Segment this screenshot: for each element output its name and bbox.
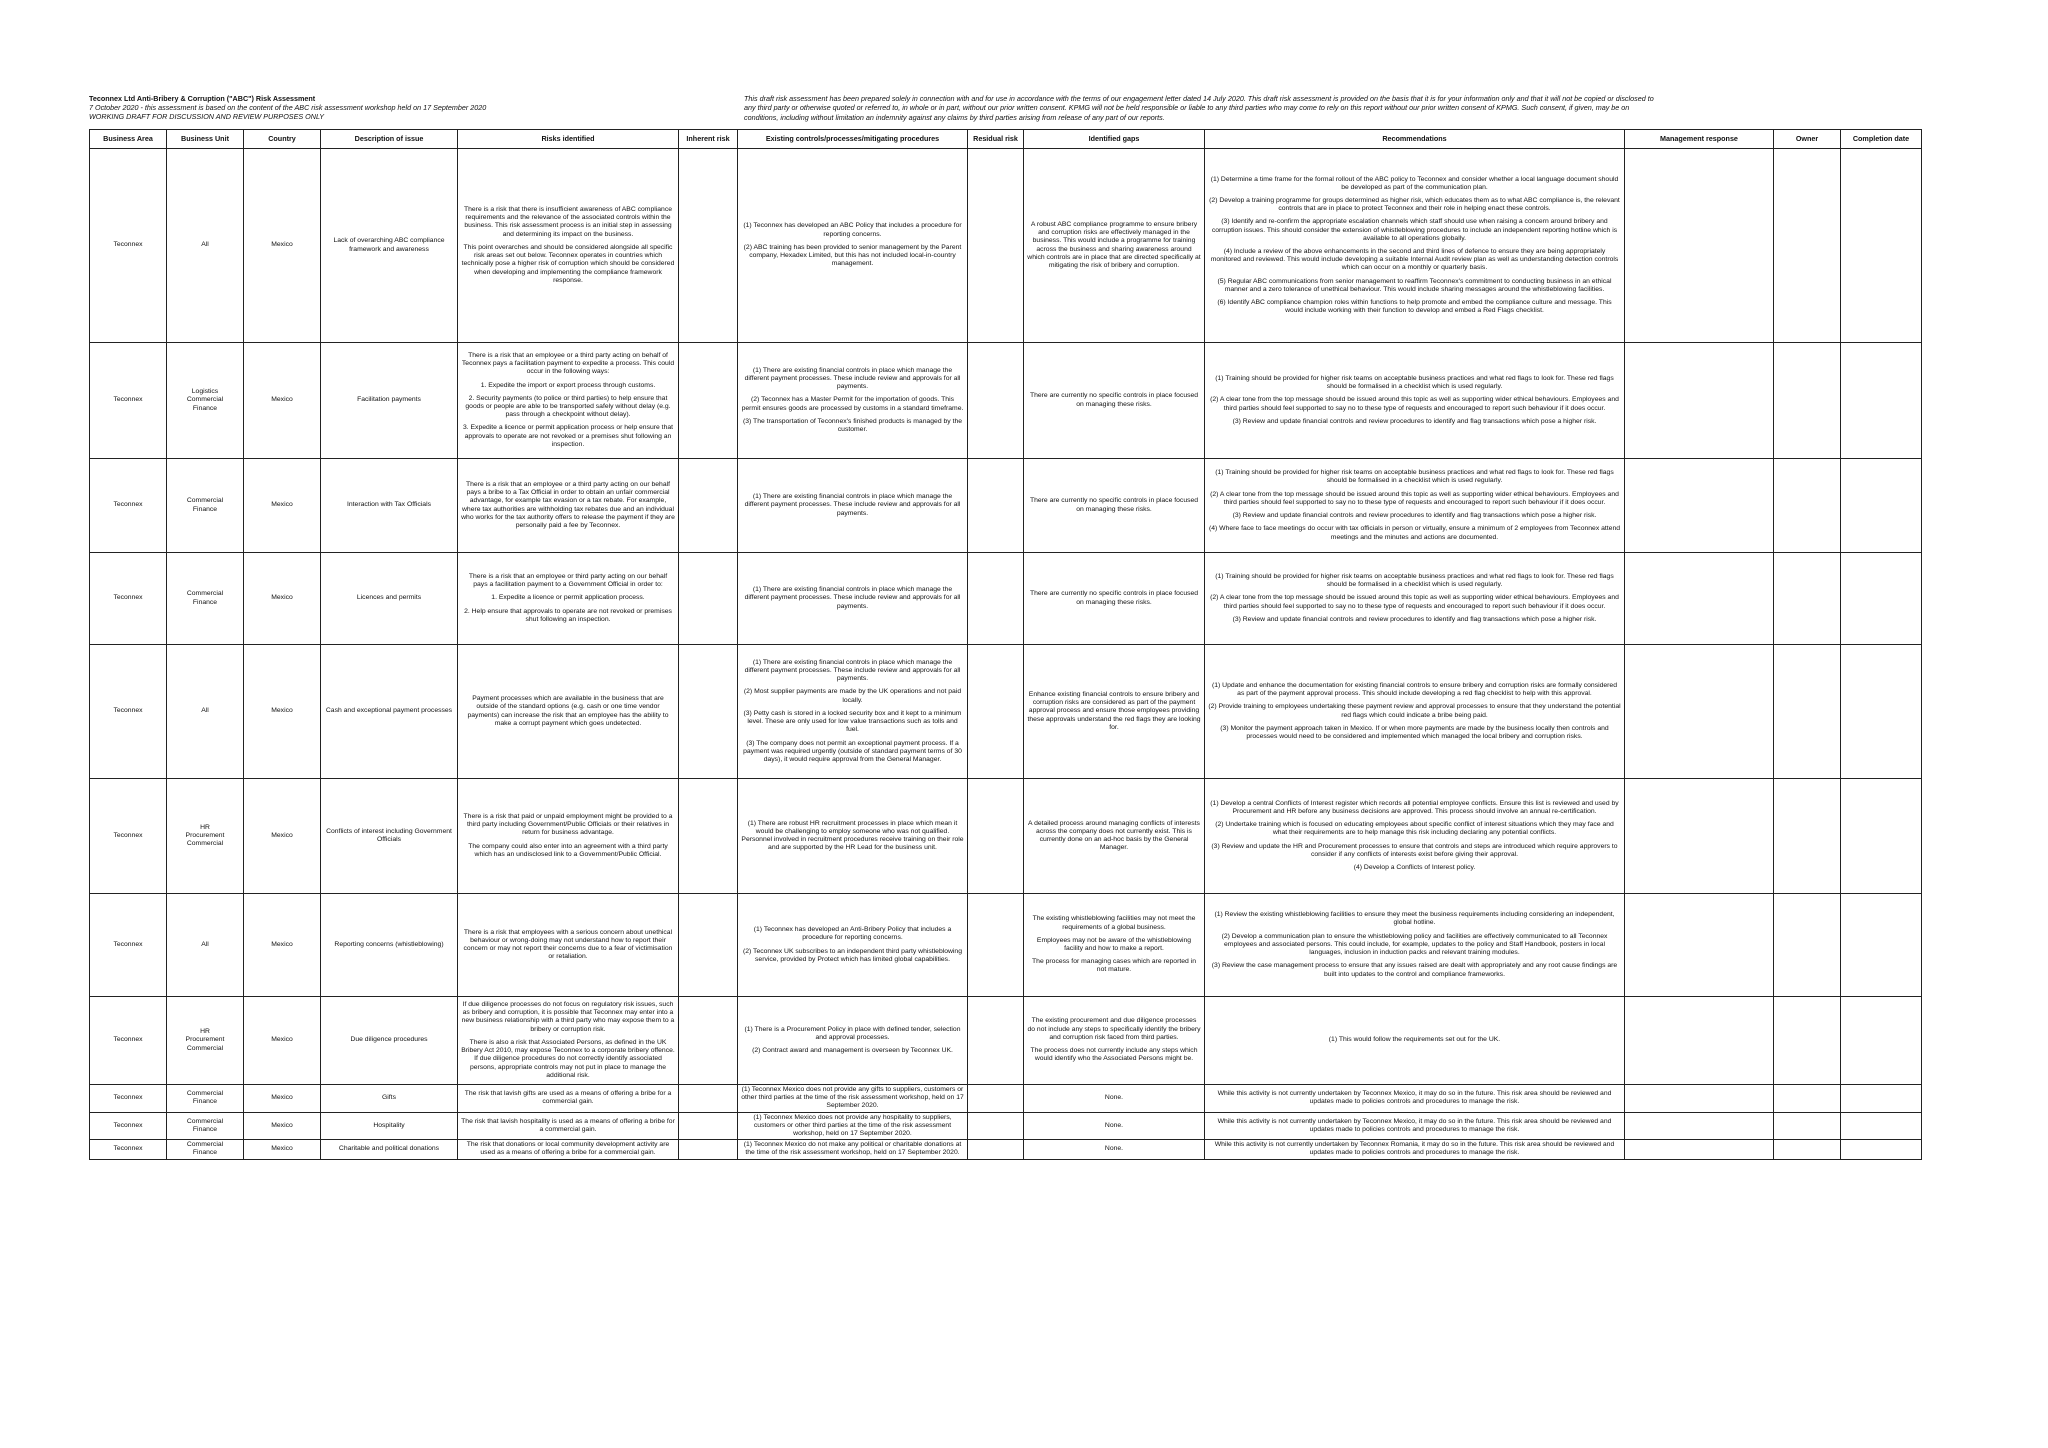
cell-paragraph: 1. Expedite a licence or permit application process. [491,594,645,602]
cell-gaps [1024,553,1205,645]
cell-gaps [1024,1085,1205,1113]
cell-gaps [1024,459,1205,553]
cell-paragraph: None. [1104,1121,1124,1129]
cell-paragraph: 1. Expedite the import or export process through customs. [480,381,656,389]
table-row [90,1140,1922,1159]
cell-country: Mexico [244,894,321,997]
cell-paragraph: The existing whistleblowing facilities may not meet the requirements of a global business. [1032,915,1196,931]
cell-mgmt [1625,894,1774,997]
cell-inherent [679,997,738,1085]
cell-gaps [1024,1112,1205,1140]
table-row [90,894,1922,997]
cell-residual [968,149,1024,343]
cell-country: Mexico [244,1085,321,1113]
cell-paragraph: (2) Undertake training which is focused on educating employees about specific conflict of interest situations which they may face and what their requirements are to help manage this risk including declaring any potential conflicts. [1215,821,1614,837]
cell-paragraph: (1) Training should be provided for higher risk teams on acceptable business practices and what red flags to look for. These red flags should be formalised in a checklist which is used regularly. [1215,374,1614,391]
cell-paragraph: The risk that donations or local community development activity are used as a means of offering a bribe for a commercial gain. [466,1141,670,1157]
cell-risks [458,1112,679,1140]
cell-paragraph: (1) This would follow the requirements set out for the UK. [1328,1036,1501,1044]
cell-gaps [1024,894,1205,997]
cell-country: Mexico [244,1112,321,1140]
cell-controls [738,645,968,779]
cell-completion [1841,997,1922,1085]
cell-paragraph: (2) A clear tone from the top message should be issued around this topic as well as supporting wider ethical behaviours. Employees and third parties should feel supported to say no to these type of requests and encouraged to report such behaviour if it does occur. [1210,396,1619,412]
cell-country: Mexico [244,997,321,1085]
cell-paragraph: (2) Teconnex UK subscribes to an independent third party whistleblowing service, provided by Protect which has limited global capabilities. [742,947,962,963]
cell-paragraph: Employees may not be aware of the whistleblowing facility and how to make a report. [1036,936,1192,952]
cell-residual [968,894,1024,997]
cell-country: Mexico [244,459,321,553]
cell-controls [738,553,968,645]
cell-paragraph: (3) Review and update financial controls and review procedures to identify and flag transactions which pose a higher risk. [1232,417,1597,425]
cell-residual [968,645,1024,779]
cell-recs [1205,553,1625,645]
cell-paragraph: (1) Teconnex has developed an ABC Policy that includes a procedure for reporting concerns. [743,222,962,238]
cell-unit: Commercial Finance [167,1140,244,1159]
cell-paragraph: While this activity is not currently undertaken by Teconnex Romania, it may do so in the future. This risk area should be reviewed and updates made to policies controls and procedures to manage the risk. [1214,1141,1615,1157]
cell-paragraph: The existing procurement and due diligence processes do not include any steps to specifically identify the bribery and corruption risk faced from third parties. [1027,1017,1201,1041]
cell-gaps [1024,343,1205,459]
cell-unit: Commercial Finance [167,1085,244,1113]
cell-unit: All [167,894,244,997]
table-row [90,1112,1922,1140]
cell-controls [738,894,968,997]
cell-recs [1205,645,1625,779]
cell-completion [1841,894,1922,997]
cell-gaps [1024,1140,1205,1159]
cell-recs [1205,149,1625,343]
cell-completion [1841,779,1922,894]
cell-paragraph: (1) Teconnex has developed an Anti-Bribery Policy that includes a procedure for reporting concerns. [753,926,952,942]
cell-country: Mexico [244,343,321,459]
cell-risks [458,343,679,459]
cell-controls [738,1085,968,1113]
col-header: Description of issue [321,130,458,149]
cell-paragraph: There is a risk that an employee or a third party acting on behalf of Teconnex pays a facilitation payment to expedite a process. This could occur in the following ways: [461,351,675,376]
cell-paragraph: The risk that lavish gifts are used as a means of offering a bribe for a commercial gain. [464,1090,672,1106]
cell-recs [1205,894,1625,997]
cell-risks [458,779,679,894]
cell-unit: HR Procurement Commercial [167,997,244,1085]
disclaimer: This draft risk assessment has been prepared solely in connection with and for use in accordance with the terms of our engagement letter dated 14 July 2020. This draft risk assessment is provided on the basis that it is for your information only and that it will not be copied or disclosed to any third party or otherwise quoted or referred to, in whole or in part, without our prior written consent. KPMG will not be held responsible or liable to any third parties who may come to rely on this report without our prior written consent of KPMG. Such consent, if given, may be on conditions, including without limitation an indemnity against any claims by third parties arising from release of any part of our reports. [744,94,1654,122]
cell-controls [738,149,968,343]
cell-recs [1205,997,1625,1085]
cell-area: Teconnex [90,459,167,553]
cell-paragraph: (1) Teconnex Mexico do not make any political or charitable donations at the time of the risk assessment workshop, held on 17 September 2020. [743,1141,962,1157]
cell-residual [968,1112,1024,1140]
cell-area: Teconnex [90,343,167,459]
draft-note: WORKING DRAFT FOR DISCUSSION AND REVIEW PURPOSES ONLY [89,112,325,121]
cell-mgmt [1625,553,1774,645]
cell-paragraph: There are currently no specific controls in place focused on managing these risks. [1029,497,1199,513]
cell-owner [1774,894,1841,997]
cell-mgmt [1625,645,1774,779]
cell-paragraph: There are currently no specific controls in place focused on managing these risks. [1029,590,1199,606]
cell-paragraph: None. [1104,1094,1124,1102]
cell-paragraph: (3) Petty cash is stored in a locked security box and it kept to a minimum level. These are only used for low value transactions such as tolls and fuel. [743,709,962,734]
cell-paragraph: There is a risk that an employee or a third party acting on our behalf pays a bribe to a Tax Official in order to obtain an unfair commercial advantage, for example tax evasion or a tax rebate. For example, where tax authorities are withholding tax rebates due and an individual who works for the tax authority offers to release the payment if they are personally paid a fee by Teconnex. [461,480,675,529]
cell-mgmt [1625,343,1774,459]
cell-paragraph: (1) There are existing financial controls in place which manage the different payment processes. These include review and approvals for all payments. [744,493,961,517]
cell-residual [968,779,1024,894]
cell-area: Teconnex [90,553,167,645]
cell-paragraph: The process for managing cases which are reported in not mature. [1032,958,1196,974]
cell-risks [458,894,679,997]
cell-issue: Interaction with Tax Officials [321,459,458,553]
cell-issue: Gifts [321,1085,458,1113]
cell-residual [968,997,1024,1085]
cell-paragraph: (1) There are existing financial controls in place which manage the different payment processes. These include review and approvals for all payments. [744,658,961,683]
cell-risks [458,645,679,779]
cell-residual [968,1140,1024,1159]
cell-paragraph: 2. Help ensure that approvals to operate are not revoked or premises shut following an inspection. [464,607,672,623]
cell-issue: Conflicts of interest including Government Officials [321,779,458,894]
cell-controls [738,997,968,1085]
cell-unit: All [167,149,244,343]
cell-issue: Cash and exceptional payment processes [321,645,458,779]
document-subtitle: 7 October 2020 - this assessment is based on the content of the ABC risk assessment workshop held on 17 September 2020 [89,103,487,112]
cell-area: Teconnex [90,894,167,997]
cell-area: Teconnex [90,1140,167,1159]
cell-country: Mexico [244,149,321,343]
cell-paragraph: If due diligence processes do not focus on regulatory risk issues, such as bribery and corruption, it is possible that Teconnex may enter into a new business relationship with a third party who may expose them to a bribery or corruption risk. [461,1001,675,1033]
cell-paragraph: (2) Provide training to employees undertaking these payment review and approval processes to ensure that they understand the potential red flags which could indicate a bribe being paid. [1208,703,1621,719]
cell-paragraph: While this activity is not currently undertaken by Teconnex Mexico, it may do so in the future. This risk area should be reviewed and updates made to policies controls and procedures to manage the risk. [1217,1117,1612,1133]
cell-paragraph: (2) A clear tone from the top message should be issued around this topic as well as supporting wider ethical behaviours. Employees and third parties should feel supported to say no to these type of requests and encouraged to report such behaviour if it does occur. [1210,490,1619,506]
cell-unit: Logistics Commercial Finance [167,343,244,459]
cell-controls [738,779,968,894]
cell-completion [1841,1085,1922,1113]
cell-paragraph: (1) Determine a time frame for the formal rollout of the ABC policy to Teconnex and consider whether a local language document should be developed as part of the communication plan. [1210,175,1619,191]
cell-completion [1841,149,1922,343]
cell-paragraph: A robust ABC compliance programme to ensure bribery and corruption risks are effectively managed in the business. This would include a programme for training across the business and sharing awareness around which controls are in place that are directed specifically at mitigating the risk of bribery and corruption. [1027,220,1201,269]
cell-unit: HR Procurement Commercial [167,779,244,894]
cell-completion [1841,343,1922,459]
cell-paragraph: (1) There are existing financial controls in place which manage the different payment processes. These include review and approvals for all payments. [744,586,961,610]
header-row [90,130,1922,149]
cell-paragraph: (2) Develop a training programme for groups determined as higher risk, which educates them as to what ABC compliance is, the relevant controls that are in place to protect Teconnex and their role in helping enact these controls. [1209,196,1620,213]
cell-paragraph: (3) The company does not permit an exceptional payment process. If a payment was required urgently (outside of standard payment terms of 30 days), it would require approval from the General Manager. [743,739,962,763]
table-row [90,1085,1922,1113]
cell-paragraph: (1) Teconnex Mexico does not provide any gifts to suppliers, customers or other third parties at the time of the risk assessment workshop, held on 17 September 2020. [741,1086,964,1110]
cell-owner [1774,1140,1841,1159]
cell-paragraph: (1) There are existing financial controls in place which manage the different payment processes. These include review and approvals for all payments. [744,366,961,391]
cell-paragraph: (3) Review and update financial controls and review procedures to identify and flag transactions which pose a higher risk. [1232,615,1597,623]
cell-area: Teconnex [90,645,167,779]
col-header: Inherent risk [679,130,738,149]
cell-residual [968,553,1024,645]
cell-controls [738,1112,968,1140]
cell-paragraph: (1) Develop a central Conflicts of Interest register which records all potential employee conflicts. Ensure this list is reviewed and used by Procurement and HR before any business decisions are approved. This process should involve an annual re-certification. [1210,799,1619,815]
cell-inherent [679,1112,738,1140]
cell-paragraph: There is a risk that employees with a serious concern about unethical behaviour or wrong-doing may not understand how to report their concern or may not report their concerns due to a fear of victimisation or retaliation. [463,928,673,961]
col-header: Management response [1625,130,1774,149]
cell-risks [458,149,679,343]
document-title: Teconnex Ltd Anti-Bribery & Corruption ("ABC") Risk Assessment [89,94,316,103]
cell-paragraph: (1) Teconnex Mexico does not provide any hospitality to suppliers, customers or other third parties at the time of the risk assessment workshop, held on 17 September 2020. [753,1113,952,1138]
cell-paragraph: (6) Identify ABC compliance champion roles within functions to help promote and embed the compliance culture and message. This would include working with their function to develop and embed a Red Flags checklist. [1217,299,1612,315]
cell-paragraph: The process does not currently include any steps which would identify who the Associated Persons might be. [1030,1047,1198,1063]
cell-residual [968,1085,1024,1113]
col-header: Owner [1774,130,1841,149]
cell-issue: Reporting concerns (whistleblowing) [321,894,458,997]
cell-paragraph: (2) Teconnex has a Master Permit for the importation of goods. This permit ensures goods are processed by customs in a standard timeframe. [741,396,964,412]
cell-paragraph: This point overarches and should be considered alongside all specific risk areas set out below. Teconnex operates in countries which technically pose a higher risk of corruption which should be considered when developing and implementing the compliance framework response. [461,243,675,284]
cell-mgmt [1625,1085,1774,1113]
cell-unit: Commercial Finance [167,459,244,553]
cell-owner [1774,149,1841,343]
cell-paragraph: (3) Review and update financial controls and review procedures to identify and flag transactions which pose a higher risk. [1232,512,1597,520]
cell-paragraph: (2) Develop a communication plan to ensure the whistleblowing policy and facilities are effectively communicated to all Teconnex employees and associated persons. This could include, for example, updates to the policy and Staff Handbook, posters in local languages, inclusion in induction packs and relevant training modules. [1221,932,1608,957]
cell-owner [1774,645,1841,779]
cell-paragraph: (1) Training should be provided for higher risk teams on acceptable business practices and what red flags to look for. These red flags should be formalised in a checklist which is used regularly. [1215,572,1614,589]
cell-paragraph: (1) There are robust HR recruitment processes in place which mean it would be challenging to employ someone who was not qualified. Personnel involved in recruitment procedures receive training on their role and are supported by the HR Lead for the business unit. [741,819,964,852]
cell-controls [738,1140,968,1159]
table-row [90,343,1922,459]
col-header: Business Area [90,130,167,149]
cell-recs [1205,1140,1625,1159]
cell-paragraph: (2) A clear tone from the top message should be issued around this topic as well as supporting wider ethical behaviours. Employees and third parties should feel supported to say no to these type of requests and encouraged to report such behaviour if it does occur. [1210,594,1619,610]
cell-paragraph: (2) Most supplier payments are made by the UK operations and not paid locally. [743,688,962,704]
document-header [89,94,729,121]
cell-unit: Commercial Finance [167,1112,244,1140]
cell-unit: All [167,645,244,779]
col-header: Existing controls/processes/mitigating procedures [738,130,968,149]
cell-paragraph: There are currently no specific controls in place focused on managing these risks. [1029,392,1199,408]
cell-completion [1841,1112,1922,1140]
col-header: Recommendations [1205,130,1625,149]
cell-paragraph: None. [1104,1145,1124,1153]
cell-gaps [1024,645,1205,779]
col-header: Completion date [1841,130,1922,149]
cell-country: Mexico [244,1140,321,1159]
cell-unit: Commercial Finance [167,553,244,645]
cell-paragraph: (1) Review the existing whistleblowing facilities to ensure they meet the business requirements including considering an independent, global hotline. [1214,911,1615,927]
cell-area: Teconnex [90,779,167,894]
col-header: Country [244,130,321,149]
cell-inherent [679,459,738,553]
cell-area: Teconnex [90,1112,167,1140]
cell-completion [1841,459,1922,553]
cell-area: Teconnex [90,149,167,343]
cell-owner [1774,343,1841,459]
cell-risks [458,459,679,553]
cell-mgmt [1625,1140,1774,1159]
cell-paragraph: Payment processes which are available in the business that are outside of the standard options (e.g. cash or one time vendor payments) can increase the risk that an employee has the ability to make a corrupt payment which goes undetected. [467,695,669,727]
cell-owner [1774,459,1841,553]
table-row [90,645,1922,779]
cell-gaps [1024,149,1205,343]
cell-paragraph: There is also a risk that Associated Persons, as defined in the UK Bribery Act 2010, may expose Teconnex to a corporate bribery offence. If due diligence procedures do not correctly identify associated persons, appropriate controls may not put in place to manage the additional risk. [461,1038,675,1079]
cell-paragraph: (3) Review the case management process to ensure that any issues raised are dealt with appropriately and any root cause findings are built into updates to the control and compliance frameworks. [1211,962,1618,978]
table-row [90,459,1922,553]
table-row [90,553,1922,645]
cell-controls [738,459,968,553]
cell-paragraph: While this activity is not currently undertaken by Teconnex Mexico, it may do so in the future. This risk area should be reviewed and updates made to policies controls and procedures to manage the risk. [1217,1090,1612,1106]
cell-inherent [679,1140,738,1159]
col-header: Residual risk [968,130,1024,149]
cell-paragraph: 3. Expedite a licence or permit application process or help ensure that approvals to operate are not revoked or a premises shut following an inspection. [462,424,674,448]
cell-paragraph: (2) Contract award and management is overseen by Teconnex UK. [752,1047,953,1055]
cell-inherent [679,1085,738,1113]
cell-paragraph: 2. Security payments (to police or third parties) to help ensure that goods or people are able to be transported safely without delay (e.g. pass through a checkpoint without delay). [465,394,671,419]
cell-paragraph: The company could also enter into an agreement with a third party which has an undisclosed link to a Government/Public Official. [468,842,668,858]
cell-paragraph: (2) ABC training has been provided to senior management by the Parent company, Hexadex Limited, but this has not included local-in-country management. [743,243,962,268]
table-row [90,149,1922,343]
cell-paragraph: There is a risk that an employee or third party acting on our behalf pays a facilitation payment to a Government Official in order to: [468,572,668,589]
cell-inherent [679,894,738,997]
cell-paragraph: The risk that lavish hospitality is used as a means of offering a bribe for a commercial gain. [461,1117,675,1133]
cell-area: Teconnex [90,1085,167,1113]
cell-risks [458,553,679,645]
col-header: Business Unit [167,130,244,149]
cell-country: Mexico [244,645,321,779]
cell-paragraph: (1) There is a Procurement Policy in place with defined tender, selection and approval processes. [744,1025,961,1041]
cell-completion [1841,1140,1922,1159]
cell-inherent [679,779,738,894]
cell-gaps [1024,997,1205,1085]
cell-paragraph: There is a risk that there is insufficient awareness of ABC compliance requirements and the relevance of the associated controls within the business. This risk assessment process is an initial step in assessing and determining its impact on the business. [463,206,673,238]
cell-issue: Hospitality [321,1112,458,1140]
cell-recs [1205,459,1625,553]
cell-owner [1774,1112,1841,1140]
cell-paragraph: (4) Develop a Conflicts of Interest policy. [1353,864,1476,871]
cell-completion [1841,553,1922,645]
cell-owner [1774,553,1841,645]
cell-paragraph: (3) Monitor the payment approach taken in Mexico. If or when more payments are made by the business locally then controls and processes would need to be considered and implemented which managed the local bribery and corruption risks. [1220,724,1609,740]
cell-owner [1774,779,1841,894]
table-row [90,779,1922,894]
cell-owner [1774,997,1841,1085]
cell-owner [1774,1085,1841,1113]
cell-country: Mexico [244,553,321,645]
cell-recs [1205,1085,1625,1113]
cell-paragraph: A detailed process around managing conflicts of interests across the company does not currently exist. This is currently done on an ad-hoc basis by the General Manager. [1028,819,1200,852]
col-header: Identified gaps [1024,130,1205,149]
col-header: Risks identified [458,130,679,149]
cell-paragraph: (5) Regular ABC communications from senior management to reaffirm Teconnex's commitment to conducting business in an ethical manner and a zero tolerance of unethical behaviour. This would include sharing messages around the whistleblowing facilities. [1217,277,1612,293]
cell-recs [1205,779,1625,894]
cell-issue: Due diligence procedures [321,997,458,1085]
table-row [90,997,1922,1085]
cell-paragraph: (3) Identify and re-confirm the appropriate escalation channels which staff should use when raising a concern around bribery and corruption issues. This should consider the extension of whistleblowing procedures to include an independent reporting hotline which is available to all operations globally. [1211,218,1618,242]
cell-paragraph: There is a risk that paid or unpaid employment might be provided to a third party including Government/Public Officials or their relatives in return for business advantage. [463,812,673,837]
cell-area: Teconnex [90,997,167,1085]
cell-paragraph: (1) Update and enhance the documentation for existing financial controls to ensure bribery and corruption risks are formally considered as part of the payment approval process. This should include developing a red flag checklist to help with this approval. [1211,681,1617,698]
cell-issue: Licences and permits [321,553,458,645]
cell-mgmt [1625,459,1774,553]
cell-paragraph: (4) Where face to face meetings do occur with tax officials in person or virtually, ensure a minimum of 2 employees from Teconnex attend meetings and the minutes and actions are documented. [1208,525,1621,541]
cell-risks [458,1085,679,1113]
cell-paragraph: (3) Review and update the HR and Procurement processes to ensure that controls and steps are introduced which require approvers to consider if any conflicts of interests exist before giving their approval. [1211,842,1618,858]
cell-issue: Facilitation payments [321,343,458,459]
cell-paragraph: (3) The transportation of Teconnex's finished products is managed by the customer. [742,417,963,433]
cell-inherent [679,149,738,343]
cell-completion [1841,645,1922,779]
cell-inherent [679,343,738,459]
cell-paragraph: (4) Include a review of the above enhancements in the second and third lines of defence to ensure they are being appropriately monitored and reviewed. This would include developing a suitable Internal Audit review plan as well as understanding detection controls which can occur on a monthly or quarterly basis. [1210,248,1619,272]
cell-inherent [679,553,738,645]
cell-residual [968,459,1024,553]
cell-gaps [1024,779,1205,894]
cell-recs [1205,343,1625,459]
cell-paragraph: (1) Training should be provided for higher risk teams on acceptable business practices and what red flags to look for. These red flags should be formalised in a checklist which is used regularly. [1215,469,1614,485]
cell-mgmt [1625,997,1774,1085]
cell-residual [968,343,1024,459]
risk-assessment-table [89,129,1922,1160]
cell-recs [1205,1112,1625,1140]
cell-paragraph: Enhance existing financial controls to ensure bribery and corruption risks are considered as part of the payment approval process and ensure those employees providing these approvals understand the red flags they are looking for. [1027,690,1201,731]
cell-country: Mexico [244,779,321,894]
cell-controls [738,343,968,459]
cell-inherent [679,645,738,779]
cell-issue: Lack of overarching ABC compliance framework and awareness [321,149,458,343]
cell-mgmt [1625,1112,1774,1140]
cell-risks [458,997,679,1085]
cell-issue: Charitable and political donations [321,1140,458,1159]
cell-mgmt [1625,779,1774,894]
cell-mgmt [1625,149,1774,343]
cell-risks [458,1140,679,1159]
